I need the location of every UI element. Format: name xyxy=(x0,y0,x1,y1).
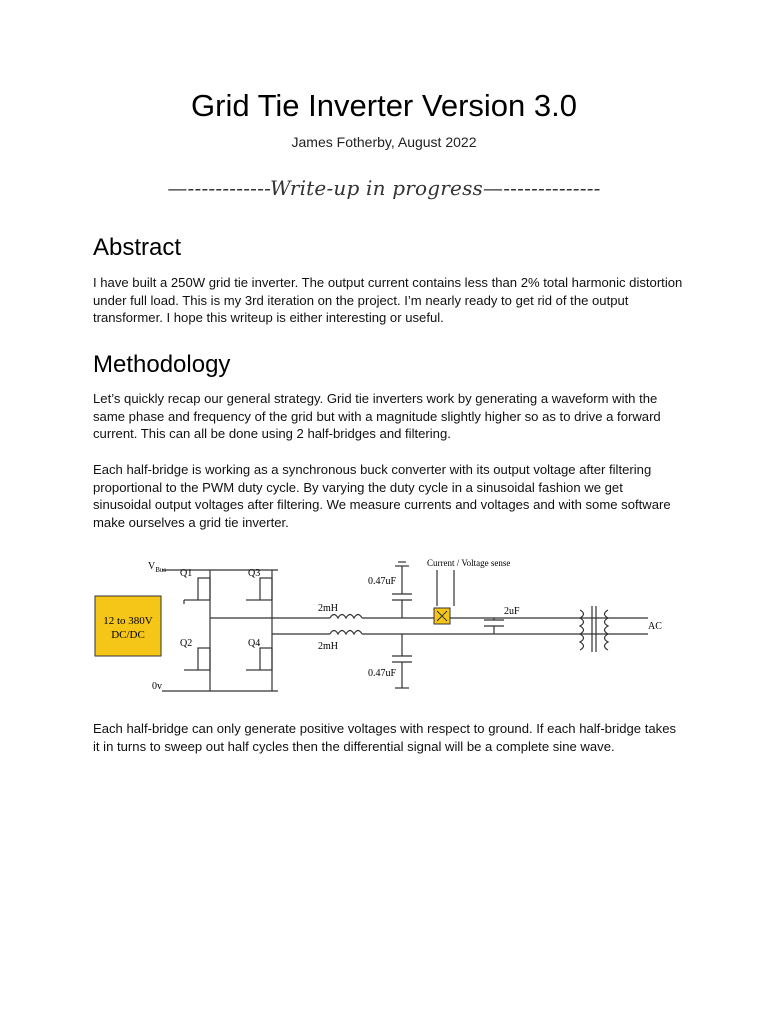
abstract-paragraph: I have built a 250W grid tie inverter. The output current contains less than 2% total harmonic distortion under full load. This is my 3rd iteration on the project. I’m nearly ready to get rid of the output transformer. I hope this writeup is either interesting or useful. xyxy=(93,275,683,325)
methodology-paragraph-3: Each half-bridge can only generate positive voltages with respect to ground. If each half-bridge takes it in turns to sweep out half cycles then the differential signal will be a complete sine wave. xyxy=(93,721,677,754)
q3-label: Q3 xyxy=(248,568,261,579)
abstract-heading: Abstract xyxy=(93,234,182,261)
author-line: James Fotherby, August 2022 xyxy=(291,134,477,150)
inverter-schematic xyxy=(92,548,672,700)
methodology-paragraph-2: Each half-bridge is working as a synchronous buck converter with its output voltage after filtering proportional to the PWM duty cycle. By varying the duty cycle in a sinusoidal fashion we get sinusoidal output voltages after filtering. We measure currents and voltages and with some software make ourselves a grid tie inverter. xyxy=(93,462,671,530)
inductor-top-label: 2mH xyxy=(318,603,338,614)
methodology-heading: Methodology xyxy=(93,351,231,378)
dcdc-label-1: 12 to 380V xyxy=(103,615,153,627)
methodology-paragraph-1: Let’s quickly recap our general strategy. Grid tie inverters work by generating a waveform with the same phase and frequency of the grid but with a magnitude slightly higher so as to drive a forward current. This can all be done using 2 half-bridges and filtering. xyxy=(93,391,661,441)
document-title: Grid Tie Inverter Version 3.0 xyxy=(191,88,577,123)
cap-top-label: 0.47uF xyxy=(368,576,397,587)
cap-bottom-label: 0.47uF xyxy=(368,668,397,679)
vbus-label: $V_{Bus}$ xyxy=(148,561,167,574)
q4-label: Q4 xyxy=(248,638,261,649)
ground-label: 0v xyxy=(152,681,162,692)
inductor-bottom-label: 2mH xyxy=(318,641,338,652)
q2-label: Q2 xyxy=(180,638,193,649)
q1-label: Q1 xyxy=(180,568,193,579)
progress-banner: —------------Write-up in progress—-------------- xyxy=(167,176,601,200)
dcdc-label-2: DC/DC xyxy=(111,629,145,641)
sense-label: Current / Voltage sense xyxy=(427,558,511,568)
ac-label: AC xyxy=(648,621,662,632)
cap-mid-label: 2uF xyxy=(504,606,520,617)
